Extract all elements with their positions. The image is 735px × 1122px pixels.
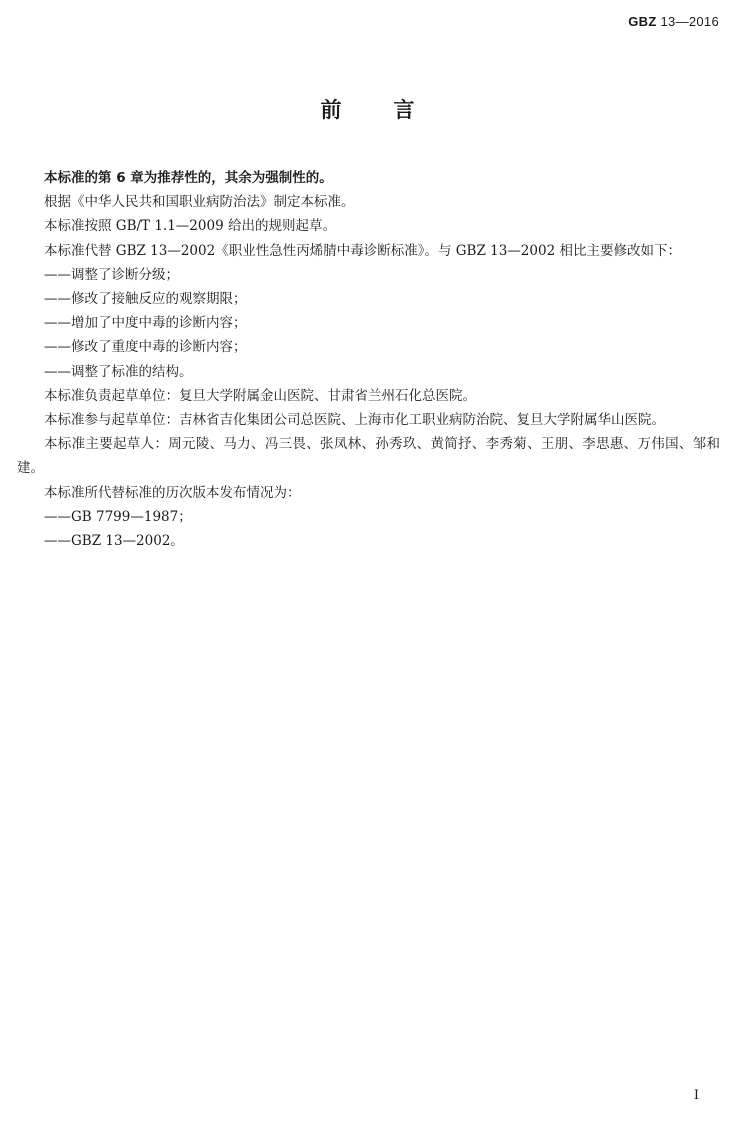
paragraph-legal-basis: 根据《中华人民共和国职业病防治法》制定本标准。 xyxy=(44,194,355,211)
list-item-change: ——修改了接触反应的观察期限； xyxy=(44,291,247,308)
list-item-version: ——GB 7799—1987； xyxy=(44,508,192,525)
paragraph-drafting-rules: 本标准按照 GB/T 1.1—2009 给出的规则起草。 xyxy=(44,218,336,235)
paragraph-replacement: 本标准代替 GBZ 13—2002《职业性急性丙烯腈中毒诊断标准》。与 GBZ 13—2002 相比主要修改如下： xyxy=(44,242,681,259)
paragraph-main-drafters: 本标准主要起草人：周元陵、马力、冯三畏、张凤林、孙秀玖、黄简抒、李秀菊、王朋、李思惠、万伟国、邹和建。 xyxy=(17,436,720,477)
foreword-body xyxy=(17,166,720,553)
list-item-version: ——GBZ 13—2002。 xyxy=(44,533,184,550)
standard-number: 13—2016 xyxy=(660,14,719,29)
paragraph-version-history: 本标准所代替标准的历次版本发布情况为： xyxy=(44,484,301,501)
list-item-change: ——调整了标准的结构。 xyxy=(44,363,193,380)
list-item-change: ——增加了中度中毒的诊断内容； xyxy=(44,315,247,332)
standard-prefix: GBZ xyxy=(628,14,657,29)
page-number: I xyxy=(693,1088,699,1103)
title-char-1: 前 xyxy=(320,98,342,122)
paragraph-participating-units: 本标准参与起草单位：吉林省吉化集团公司总医院、上海市化工职业病防治院、复旦大学附属华山医院。 xyxy=(44,412,665,429)
page-title xyxy=(0,94,735,124)
title-char-2: 言 xyxy=(393,98,415,122)
document-code xyxy=(628,14,719,29)
paragraph-responsible-units: 本标准负责起草单位：复旦大学附属金山医院、甘肃省兰州石化总医院。 xyxy=(44,387,476,404)
list-item-change: ——调整了诊断分级； xyxy=(44,266,179,283)
list-item-change: ——修改了重度中毒的诊断内容； xyxy=(44,339,247,356)
paragraph-normative-note: 本标准的第 6 章为推荐性的，其余为强制性的。 xyxy=(44,170,333,186)
